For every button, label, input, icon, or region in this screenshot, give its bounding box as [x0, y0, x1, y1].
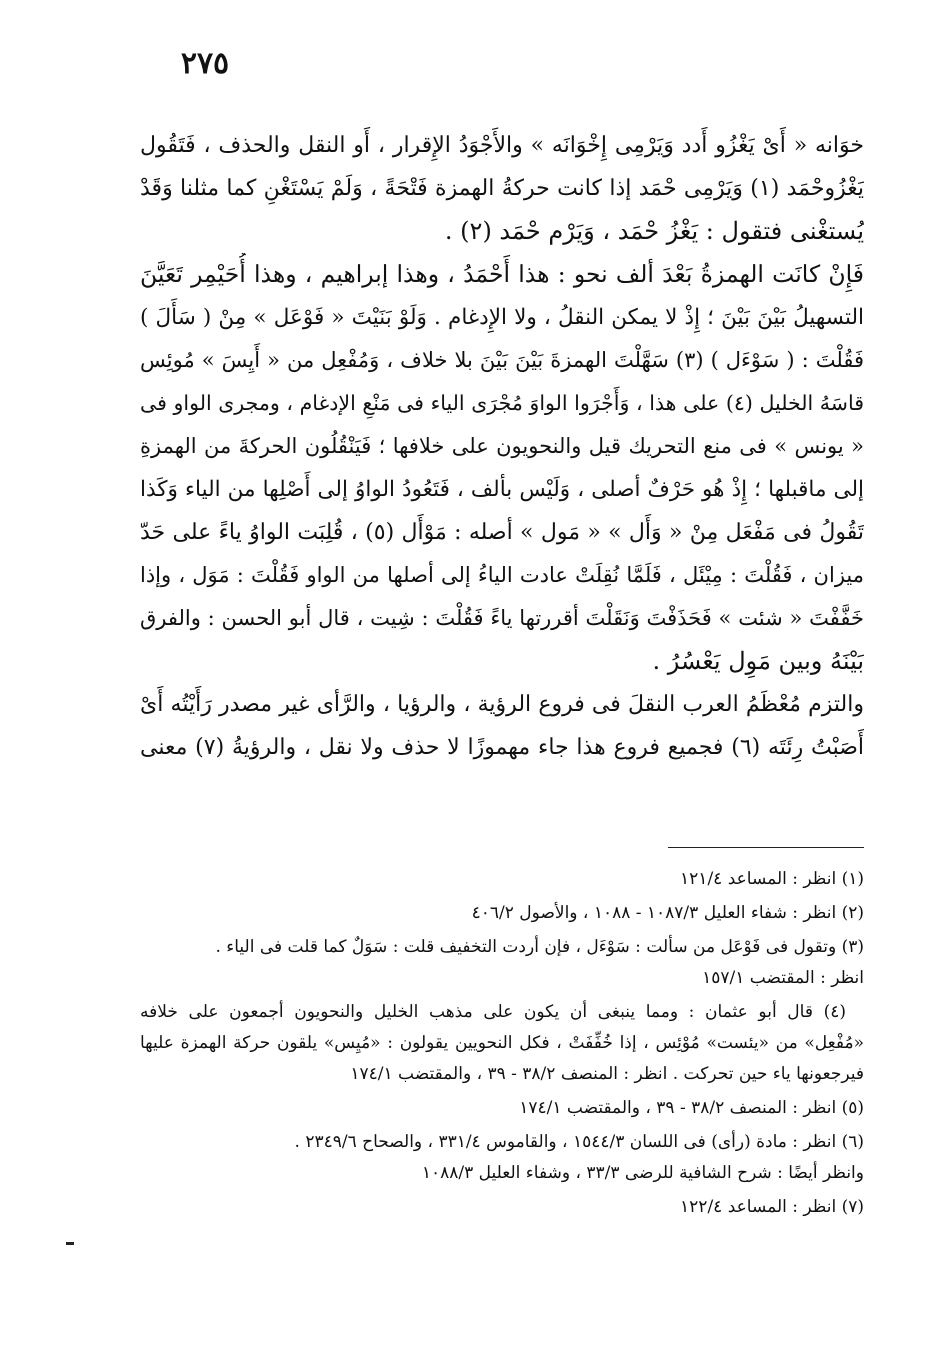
footnote-line: (٢) انظر : شفاء العليل ١٠٨٧/٣ - ١٠٨٨ ، والأصول ٤٠٦/٢	[471, 903, 864, 923]
footnote-line: وانظر أيضًا : شرح الشافية للرضى ٣٣/٣ ، وشفاء العليل ١٠٨٨/٣	[421, 1163, 864, 1183]
page-number: ٢٧٥	[180, 46, 230, 81]
text-line: يَغْزُوحْمَد (١) وَيَرْمِى حْمَد إذا كانت حركةُ الهمزة فَتْحَةً ، وَلَمْ يَسْتَغْنِ كما مثلنا وَقَدْ	[140, 176, 864, 201]
text-line: أَصَبْتُ رِئَتَه (٦) فجميع فروع هذا جاء مهموزًا لا حذف ولا نقل ، والرؤيةُ (٧) معنى	[140, 735, 864, 760]
text-line: إلى ماقبلها ؛ إِذْ هُو حَرْفٌ أصلى ، وَلَيْس بألف ، فَتَعُودُ الواوُ إلى أَصْلِها من الياء وَكَذا	[140, 477, 864, 502]
text-line: يُستغْنى فتقول : يَغْزُ حْمَد ، وَيَرْم حْمَد (٢) .	[444, 217, 864, 245]
text-line: قاسَهُ الخليل (٤) على هذا ، وَأَجْرَوا الواوَ مُجْرَى الياء فى مَنْعِ الإدغام ، ومجرى الواو فى	[140, 391, 864, 415]
footnote-line: فيرجعونها ياء حين تحركت . انظر : المنصف ٣٨/٢ - ٣٩ ، والمقتضب ١٧٤/١	[350, 1064, 864, 1084]
footnote-line: (٧) انظر : المساعد ١٢٢/٤	[680, 1197, 864, 1217]
footnote-line: (١) انظر : المساعد ١٢١/٤	[680, 869, 864, 889]
text-line: فَإِنْ كانَت الهمزةُ بَعْدَ ألف نحو : هذا أَحْمَدُ ، وهذا إبراهيم ، وهذا أُحَيْمِر تَعَيَّنَ	[140, 260, 864, 288]
footnotes-block	[140, 864, 864, 1223]
main-text-block	[140, 124, 864, 769]
text-line: خَفَّفْتَ « شئت » فَحَذَفْتَ وَنَقَلْتَ أقررتها ياءً فَقُلْتَ : شِيت ، قال أبو الحسن : والفرق	[140, 606, 864, 630]
text-line: تَقُولُ فى مَفْعَل مِنْ « وَأَل » « مَول » أصله : مَوْأَل (٥) ، قُلِبَت الواوُ ياءً على حَدّ	[140, 520, 864, 545]
text-line: خوَانه « أَىْ يَغْزُو أَدد وَيَرْمِى إِخْوَانَه » والأَجْوَدُ الإِقرار ، أَو النقل والحذف ، فَتَقُول	[140, 133, 864, 158]
text-line: التسهيلُ بَيْنَ بَيْنَ ؛ إِذْ لا يمكن النقلُ ، ولا الإِدغام . وَلَوْ بَنَيْتَ « فَوْعَل » مِنْ ( سَأَلَ )	[140, 305, 864, 330]
text-line: ميزان ، فَقُلْتَ : مِيْئَل ، فَلَمَّا نُقِلَتْ عادت الياءُ إلى أصلها من الواو فَقُلْتَ : مَوَل ، وإذا	[140, 563, 864, 587]
text-line: والتزم مُعْظَمُ العرب النقلَ فى فروع الرؤية ، والرؤيا ، والرَّأى غير مصدر رَأَيْتُه أَىْ	[140, 692, 864, 717]
text-line: بَيْنَهُ وبين مَوِل يَعْسُرُ .	[652, 647, 864, 675]
footnote-line: انظر : المقتضب ١٥٧/١	[702, 968, 864, 988]
footnote-line: (٣) وتقول فى فَوْعَل من سألت : سَوْءَل ، فإن أردت التخفيف قلت : سَوَلٌ كما قلت فى الياء .	[215, 937, 864, 957]
footnote-line: (٤) قال أبو عثمان : ومما ينبغى أن يكون على مذهب الخليل والنحويون أجمعون على خلافه	[140, 1002, 846, 1022]
footnote-line: «مُفْعِل» من «يئست» مُوْئِس ، إذا خُفِّفَتْ ، فكل النحويين يقولون : «مُيِس» يلقون حركة الهمزة عليها	[140, 1033, 864, 1053]
footnote-line: (٦) انظر : مادة (رأى) فى اللسان ١٥٤٤/٣ ، والقاموس ٣٣١/٤ ، والصحاح ٢٣٤٩/٦ .	[294, 1132, 864, 1152]
footnote-line: (٥) انظر : المنصف ٣٨/٢ - ٣٩ ، والمقتضب ١٧٤/١	[519, 1098, 864, 1118]
text-line: فَقُلْتَ : ( سَوْءَل ) (٣) سَهَّلْتَ الهمزةَ بَيْنَ بَيْنَ بلا خلاف ، وَمُفْعِل من « أَيِسَ » مُوئِس	[140, 348, 864, 372]
margin-mark	[66, 1242, 74, 1245]
footnote-divider	[668, 847, 864, 848]
text-line: « يونس » فى منع التحريك قيل والنحويون على خلافها ؛ فَيَنْقُلُون الحركةَ من الهمزةِ	[140, 434, 864, 458]
